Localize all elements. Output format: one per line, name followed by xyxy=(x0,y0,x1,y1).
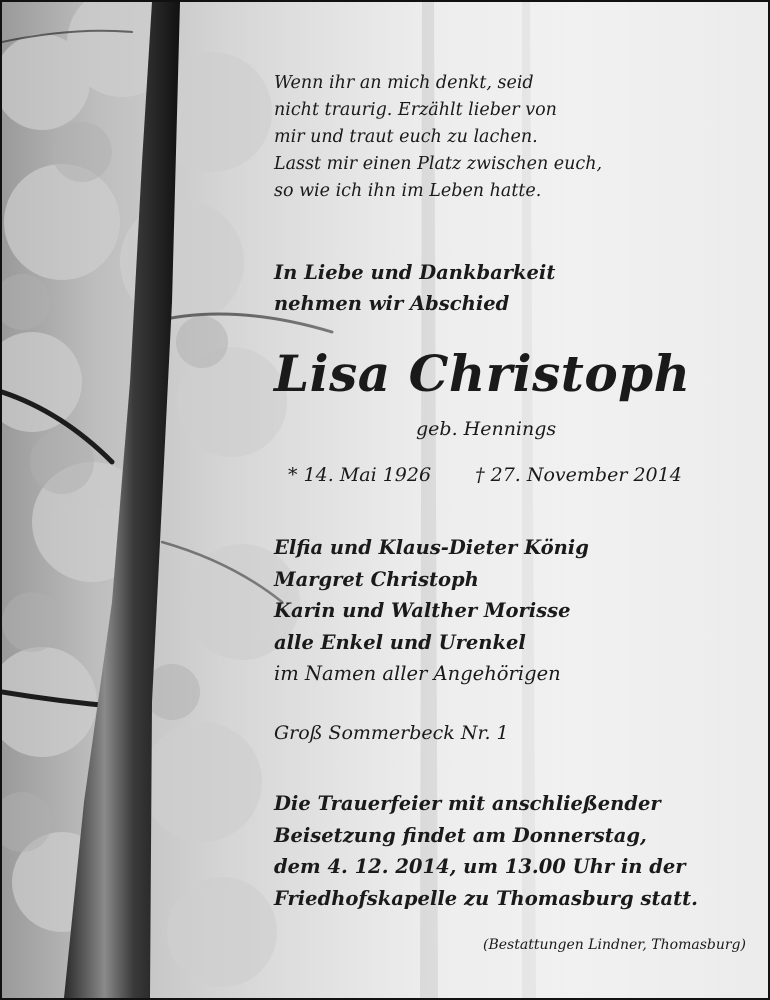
service-line: Die Trauerfeier mit anschließender xyxy=(274,792,661,815)
mourner: Karin und Walther Morisse xyxy=(274,599,571,622)
mourners-note: im Namen aller Angehörigen xyxy=(274,662,561,685)
mourner: alle Enkel und Urenkel xyxy=(274,630,526,654)
farewell-intro xyxy=(274,257,555,319)
intro-line: nehmen wir Abschied xyxy=(274,292,510,315)
service-line: Beisetzung findet am Donnerstag, xyxy=(274,823,647,847)
mourner: Margret Christoph xyxy=(274,567,479,591)
family-address: Groß Sommerbeck Nr. 1 xyxy=(274,722,509,744)
funeral-service-info xyxy=(274,788,698,914)
death-date: † 27. November 2014 xyxy=(475,464,682,486)
service-line: Friedhofskapelle zu Thomasburg statt. xyxy=(274,886,698,910)
poem-line: Wenn ihr an mich denkt, seid xyxy=(274,73,534,93)
mourner: Elfia und Klaus-Dieter König xyxy=(274,536,589,559)
maiden-name: geb. Hennings xyxy=(416,418,557,440)
poem-line: so wie ich ihn im Leben hatte. xyxy=(274,181,542,201)
deceased-name: Lisa Christoph xyxy=(274,344,691,403)
memorial-poem xyxy=(274,70,602,205)
poem-line: mir und traut euch zu lachen. xyxy=(274,127,538,147)
mourners-list xyxy=(274,532,589,690)
poem-line: nicht traurig. Erzählt lieber von xyxy=(274,100,557,120)
intro-line: In Liebe und Dankbarkeit xyxy=(274,261,556,284)
life-dates xyxy=(288,464,682,486)
service-line: dem 4. 12. 2014, um 13.00 Uhr in der xyxy=(274,855,686,878)
poem-line: Lasst mir einen Platz zwischen euch, xyxy=(274,154,603,174)
undertaker-credit: (Bestattungen Lindner, Thomasburg) xyxy=(483,937,746,953)
birth-date: * 14. Mai 1926 xyxy=(288,464,432,486)
